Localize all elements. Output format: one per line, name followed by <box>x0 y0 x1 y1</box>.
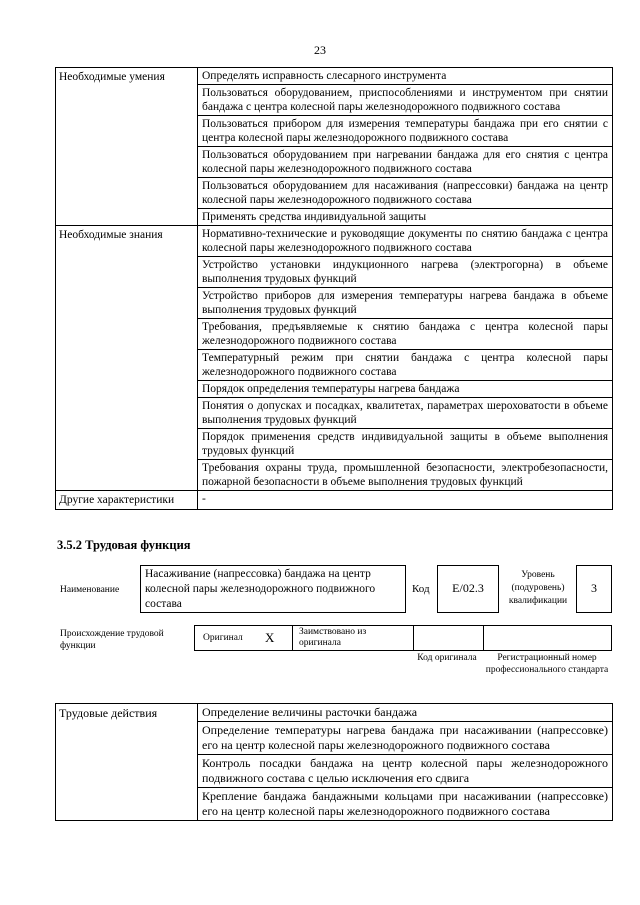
origin-label: Происхождение трудовой функции <box>60 629 164 651</box>
function-name-box <box>140 565 406 613</box>
knowledge-item: Температурный режим при снятии бандажа с центра колесной пары железнодорожного подвижного состава <box>198 350 613 381</box>
function-name: Насаживание (напрессовка) бандажа на центр колесной пары железнодорожного подвижного состава <box>145 568 376 610</box>
knowledge-item: Требования, предъявляемые к снятию бандажа с центра колесной пары железнодорожного подвижного состава <box>198 319 613 350</box>
page-number: 23 <box>314 43 326 57</box>
section-heading: 3.5.2 Трудовая функция <box>57 538 191 552</box>
requirements-table <box>55 67 613 510</box>
level-label: Уровень (подуровень) квалификации <box>508 570 568 606</box>
skill-item: Применять средства индивидуальной защиты <box>198 209 613 226</box>
knowledge-item: Понятия о допусках и посадках, квалитетах, параметрах шероховатости в объеме выполнения трудовых функций <box>198 398 613 429</box>
actions-table <box>55 703 613 821</box>
knowledge-item: Нормативно-технические и руководящие документы по снятию бандажа с центра колесной пары железнодорожного подвижного состава <box>198 226 613 257</box>
code-value: E/02.3 <box>452 581 484 595</box>
skill-item: Пользоваться прибором для измерения температуры бандажа при его снятии с центра колесной пары железнодорожного подвижного состава <box>198 116 613 147</box>
reg-caption: Регистрационный номер профессионального стандарта <box>485 653 609 675</box>
skill-item: Пользоваться оборудованием при нагревании бандажа для его снятия с центра колесной пары железнодорожного подвижного состава <box>198 147 613 178</box>
action-item: Крепление бандажа бандажными кольцами при насаживании (напрессовке) его на центр колесной пары железнодорожного подвижного состава <box>198 788 613 821</box>
name-label: Наименование <box>60 585 120 595</box>
level-box <box>576 565 612 613</box>
skill-item: Пользоваться оборудованием для насаживания (напрессовки) бандажа на центр колесной пары железнодорожного подвижного состава <box>198 178 613 209</box>
skill-item: Определять исправность слесарного инструмента <box>198 68 613 85</box>
actions-label: Трудовые действия <box>56 704 198 821</box>
knowledge-item: Требования охраны труда, промышленной безопасности, электробезопасности, пожарной безопасности в объеме выполнения трудовых функций <box>198 460 613 491</box>
skill-item: Пользоваться оборудованием, приспособлениями и инструментом при снятии бандажа с центра колесной пары железнодорожного подвижного состава <box>198 85 613 116</box>
knowledge-label: Необходимые знания <box>56 226 198 491</box>
other-value: - <box>198 491 613 510</box>
code-box <box>437 565 499 613</box>
original-mark: X <box>265 630 275 645</box>
action-item: Определение температуры нагрева бандажа при насаживании (напрессовке) его на центр колесной пары железнодорожного подвижного состава <box>198 722 613 755</box>
original-label: Оригинал <box>203 633 243 643</box>
code-caption: Код оригинала <box>417 653 477 663</box>
knowledge-item: Устройство приборов для измерения температуры нагрева бандажа в объеме выполнения трудовых функций <box>198 288 613 319</box>
borrowed-label: Заимствовано из оригинала <box>299 627 367 648</box>
level-value: 3 <box>591 581 597 595</box>
other-label: Другие характеристики <box>56 491 198 510</box>
code-label: Код <box>412 583 430 595</box>
knowledge-item: Устройство установки индукционного нагрева (электрогорна) в объеме выполнения трудовых функций <box>198 257 613 288</box>
knowledge-item: Порядок применения средств индивидуальной защиты в объеме выполнения трудовых функций <box>198 429 613 460</box>
knowledge-item: Порядок определения температуры нагрева бандажа <box>198 381 613 398</box>
action-item: Определение величины расточки бандажа <box>198 704 613 722</box>
skills-label: Необходимые умения <box>56 68 198 226</box>
origin-box <box>194 625 612 651</box>
action-item: Контроль посадки бандажа на центр колесной пары железнодорожного подвижного состава с целью исключения его сдвига <box>198 755 613 788</box>
